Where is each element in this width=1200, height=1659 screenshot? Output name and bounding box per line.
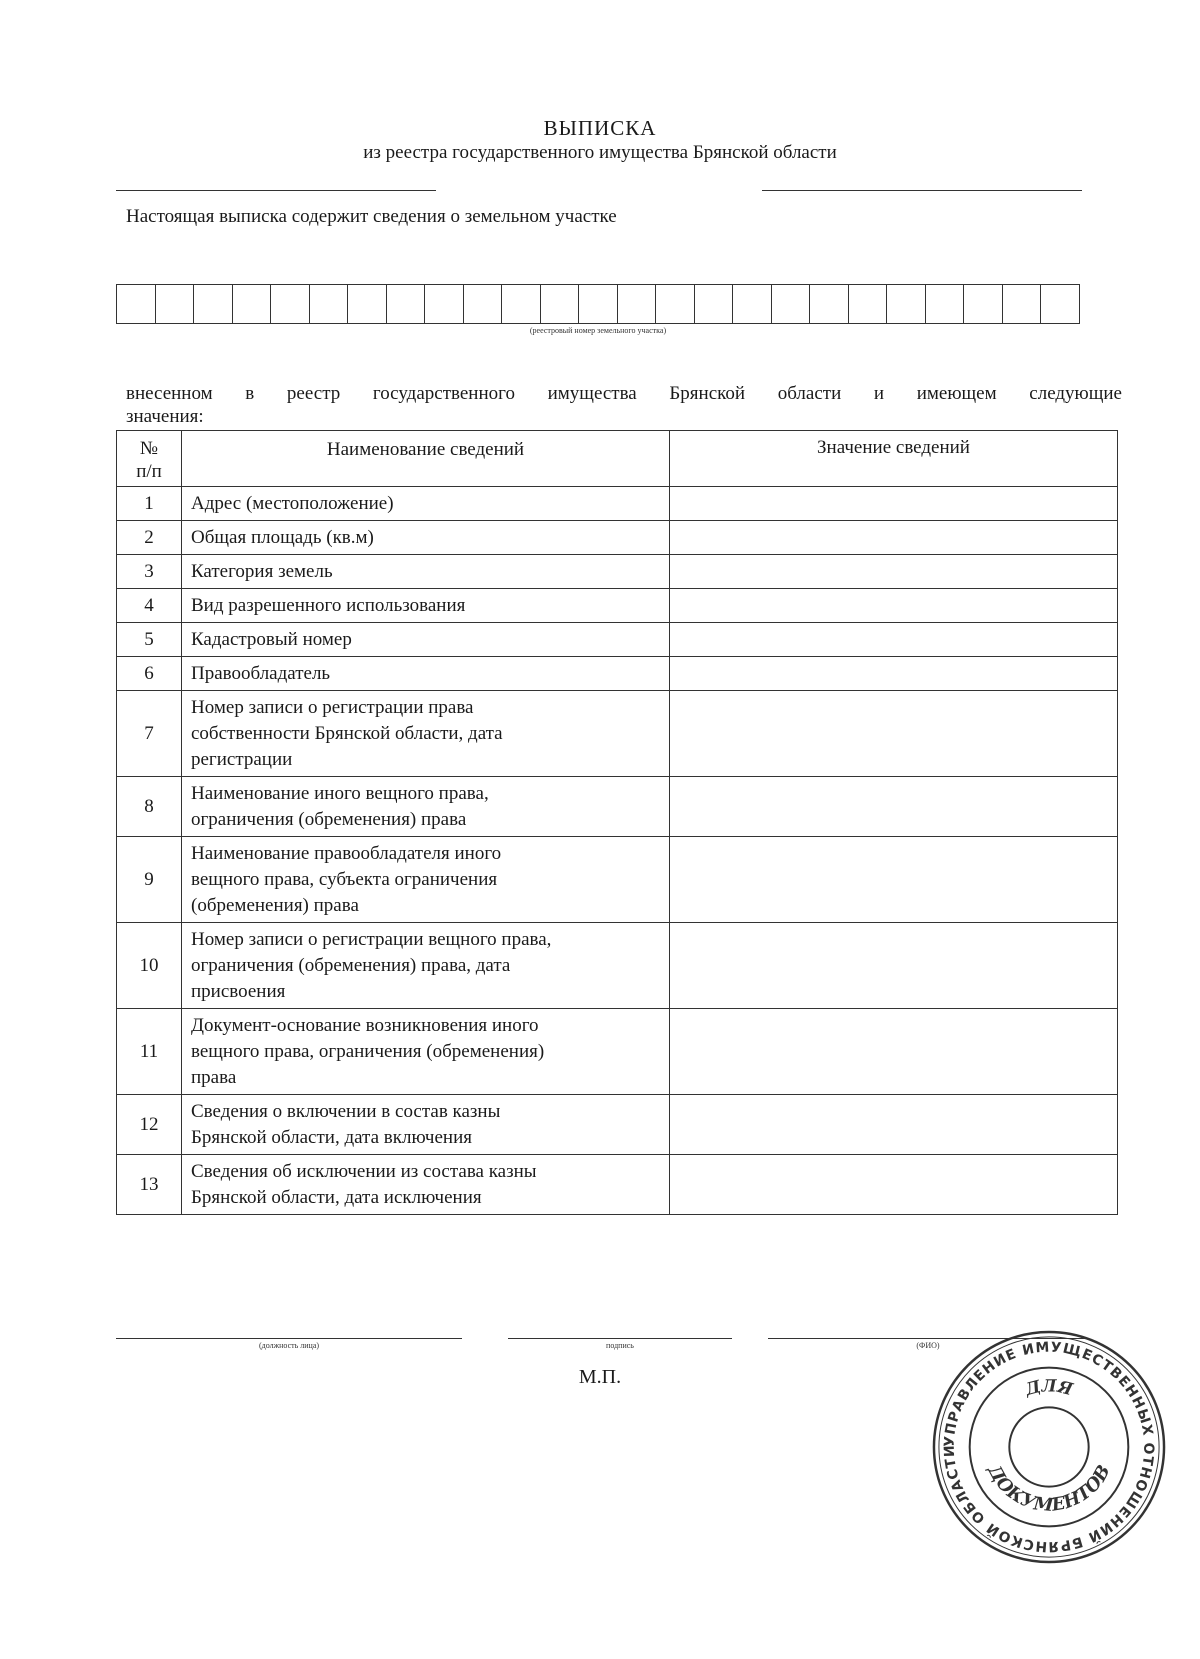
- table-body: [117, 487, 1118, 1215]
- registry-number-box[interactable]: [194, 285, 233, 323]
- row-number: 5: [117, 623, 182, 657]
- registry-number-box[interactable]: [233, 285, 272, 323]
- registry-number-box[interactable]: [541, 285, 580, 323]
- signature-caption: подпись: [606, 1341, 634, 1350]
- row-name-line: Брянской области, дата включения: [191, 1126, 472, 1148]
- row-name-line: вещного права, субъекта ограничения: [191, 868, 498, 890]
- row-name-line: Вид разрешенного использования: [191, 594, 466, 616]
- row-value[interactable]: [670, 1095, 1118, 1155]
- registry-number-box[interactable]: [156, 285, 195, 323]
- registry-number-box[interactable]: [695, 285, 734, 323]
- row-name: [182, 487, 670, 521]
- row-value[interactable]: [670, 521, 1118, 555]
- signature-line[interactable]: [508, 1338, 732, 1339]
- registry-number-box[interactable]: [849, 285, 888, 323]
- row-number: 9: [117, 837, 182, 923]
- position-line[interactable]: [116, 1338, 462, 1339]
- table-row: [117, 837, 1118, 923]
- row-number: 2: [117, 521, 182, 555]
- header-line-right: [762, 190, 1082, 191]
- header-line-left: [116, 190, 436, 191]
- row-name-line: Сведения об исключении из состава казны: [191, 1160, 537, 1182]
- registry-number-box[interactable]: [887, 285, 926, 323]
- row-number: 6: [117, 657, 182, 691]
- header-number-line1: №: [139, 438, 159, 459]
- paragraph-line-2: значения:: [126, 406, 204, 427]
- row-name-line: регистрации: [191, 748, 293, 770]
- row-name: [182, 923, 670, 1009]
- row-value[interactable]: [670, 555, 1118, 589]
- row-name-line: Категория земель: [191, 560, 333, 582]
- row-number: 8: [117, 777, 182, 837]
- name-caption: (ФИО): [916, 1341, 940, 1350]
- intro-text: Настоящая выписка содержит сведения о земельном участке: [126, 206, 617, 227]
- row-value[interactable]: [670, 623, 1118, 657]
- registry-number-box[interactable]: [502, 285, 541, 323]
- registry-number-box[interactable]: [810, 285, 849, 323]
- row-name-line: Сведения о включении в состав казны: [191, 1100, 501, 1122]
- registry-number-box[interactable]: [1041, 285, 1079, 323]
- registry-number-box[interactable]: [618, 285, 657, 323]
- row-name-line: Документ-основание возникновения иного: [191, 1014, 539, 1036]
- row-name-line: собственности Брянской области, дата: [191, 722, 503, 744]
- registry-number-box[interactable]: [464, 285, 503, 323]
- header-number: [117, 431, 182, 487]
- row-name: [182, 555, 670, 589]
- registry-number-box[interactable]: [1003, 285, 1042, 323]
- row-name: [182, 589, 670, 623]
- row-value[interactable]: [670, 1155, 1118, 1215]
- seal-place-label: М.П.: [578, 1366, 622, 1388]
- row-number: 7: [117, 691, 182, 777]
- row-number: 11: [117, 1009, 182, 1095]
- row-name-line: Общая площадь (кв.м): [191, 526, 374, 548]
- table-row: [117, 923, 1118, 1009]
- row-name: [182, 837, 670, 923]
- row-name-line: Номер записи о регистрации права: [191, 696, 474, 718]
- row-number: 13: [117, 1155, 182, 1215]
- table-row: [117, 657, 1118, 691]
- table-row: [117, 623, 1118, 657]
- stamp-inner-bottom: ДОКУМЕНТОВ: [983, 1461, 1115, 1517]
- row-name: [182, 623, 670, 657]
- row-name-line: Кадастровый номер: [191, 628, 352, 650]
- header-value: Значение сведений: [670, 431, 1118, 487]
- table-row: [117, 1009, 1118, 1095]
- row-value[interactable]: [670, 777, 1118, 837]
- row-name-line: ограничения (обременения) права: [191, 808, 467, 830]
- registry-number-box[interactable]: [425, 285, 464, 323]
- row-name: [182, 1155, 670, 1215]
- row-name-line: (обременения) права: [191, 894, 359, 916]
- table-row: [117, 777, 1118, 837]
- registry-number-grid[interactable]: [116, 284, 1080, 324]
- header-name: Наименование сведений: [182, 431, 670, 487]
- registry-number-box[interactable]: [310, 285, 349, 323]
- table-row: [117, 521, 1118, 555]
- registry-number-box[interactable]: [964, 285, 1003, 323]
- registry-number-box[interactable]: [926, 285, 965, 323]
- row-name-line: Номер записи о регистрации вещного права,: [191, 928, 552, 950]
- row-name: [182, 521, 670, 555]
- info-table: [116, 430, 1118, 1215]
- registry-number-box[interactable]: [656, 285, 695, 323]
- paragraph-line-1: внесенном в реестр государственного имущества Брянской области и имеющем следующие: [126, 383, 1122, 404]
- row-name-line: Наименование иного вещного права,: [191, 782, 489, 804]
- registry-number-box[interactable]: [387, 285, 426, 323]
- registry-number-box[interactable]: [271, 285, 310, 323]
- row-name: [182, 1009, 670, 1095]
- registry-number-box[interactable]: [348, 285, 387, 323]
- row-name-line: Адрес (местоположение): [191, 492, 394, 514]
- row-name-line: вещного права, ограничения (обременения): [191, 1040, 545, 1062]
- row-name-line: права: [191, 1066, 237, 1088]
- row-name: [182, 657, 670, 691]
- row-number: 12: [117, 1095, 182, 1155]
- row-number: 4: [117, 589, 182, 623]
- row-name-line: Наименование правообладателя иного: [191, 842, 502, 864]
- table-row: [117, 1095, 1118, 1155]
- registry-number-box[interactable]: [772, 285, 811, 323]
- row-value[interactable]: [670, 837, 1118, 923]
- table-row: [117, 1155, 1118, 1215]
- table-row: [117, 589, 1118, 623]
- header-number-line2: п/п: [136, 461, 162, 482]
- stamp-inner-top: ДЛЯ: [1023, 1375, 1076, 1400]
- row-value[interactable]: [670, 657, 1118, 691]
- row-value[interactable]: [670, 487, 1118, 521]
- row-number: 1: [117, 487, 182, 521]
- table-header-row: [117, 431, 1118, 487]
- document-title: ВЫПИСКА: [543, 116, 657, 140]
- registry-number-box[interactable]: [579, 285, 618, 323]
- stamp-inner-ring: [1009, 1407, 1088, 1486]
- row-value[interactable]: [670, 589, 1118, 623]
- row-number: 10: [117, 923, 182, 1009]
- row-name-line: ограничения (обременения) права, дата: [191, 954, 511, 976]
- table-row: [117, 487, 1118, 521]
- row-name: [182, 1095, 670, 1155]
- registry-number-box[interactable]: [117, 285, 156, 323]
- document-subtitle: из реестра государственного имущества Брянской области: [363, 142, 837, 163]
- row-value[interactable]: [670, 691, 1118, 777]
- row-number: 3: [117, 555, 182, 589]
- row-value[interactable]: [670, 1009, 1118, 1095]
- row-name-line: Брянской области, дата исключения: [191, 1186, 482, 1208]
- row-name-line: присвоения: [191, 980, 286, 1002]
- registry-number-box[interactable]: [733, 285, 772, 323]
- row-value[interactable]: [670, 923, 1118, 1009]
- row-name: [182, 691, 670, 777]
- stamp-outer-ring-2: [939, 1337, 1159, 1557]
- official-stamp: [930, 1328, 1168, 1566]
- table-row: [117, 691, 1118, 777]
- row-name: [182, 777, 670, 837]
- row-name-line: Правообладатель: [191, 662, 331, 684]
- stamp-outer-text: УПРАВЛЕНИЕ ИМУЩЕСТВЕННЫХ ОТНОШЕНИЙ БРЯНСКОЙ ОБЛАСТИ: [941, 1339, 1157, 1555]
- stamp-outer-ring: [934, 1332, 1164, 1562]
- position-caption: (должность лица): [258, 1341, 320, 1350]
- table-row: [117, 555, 1118, 589]
- registry-number-caption: (реестровый номер земельного участка): [529, 326, 667, 335]
